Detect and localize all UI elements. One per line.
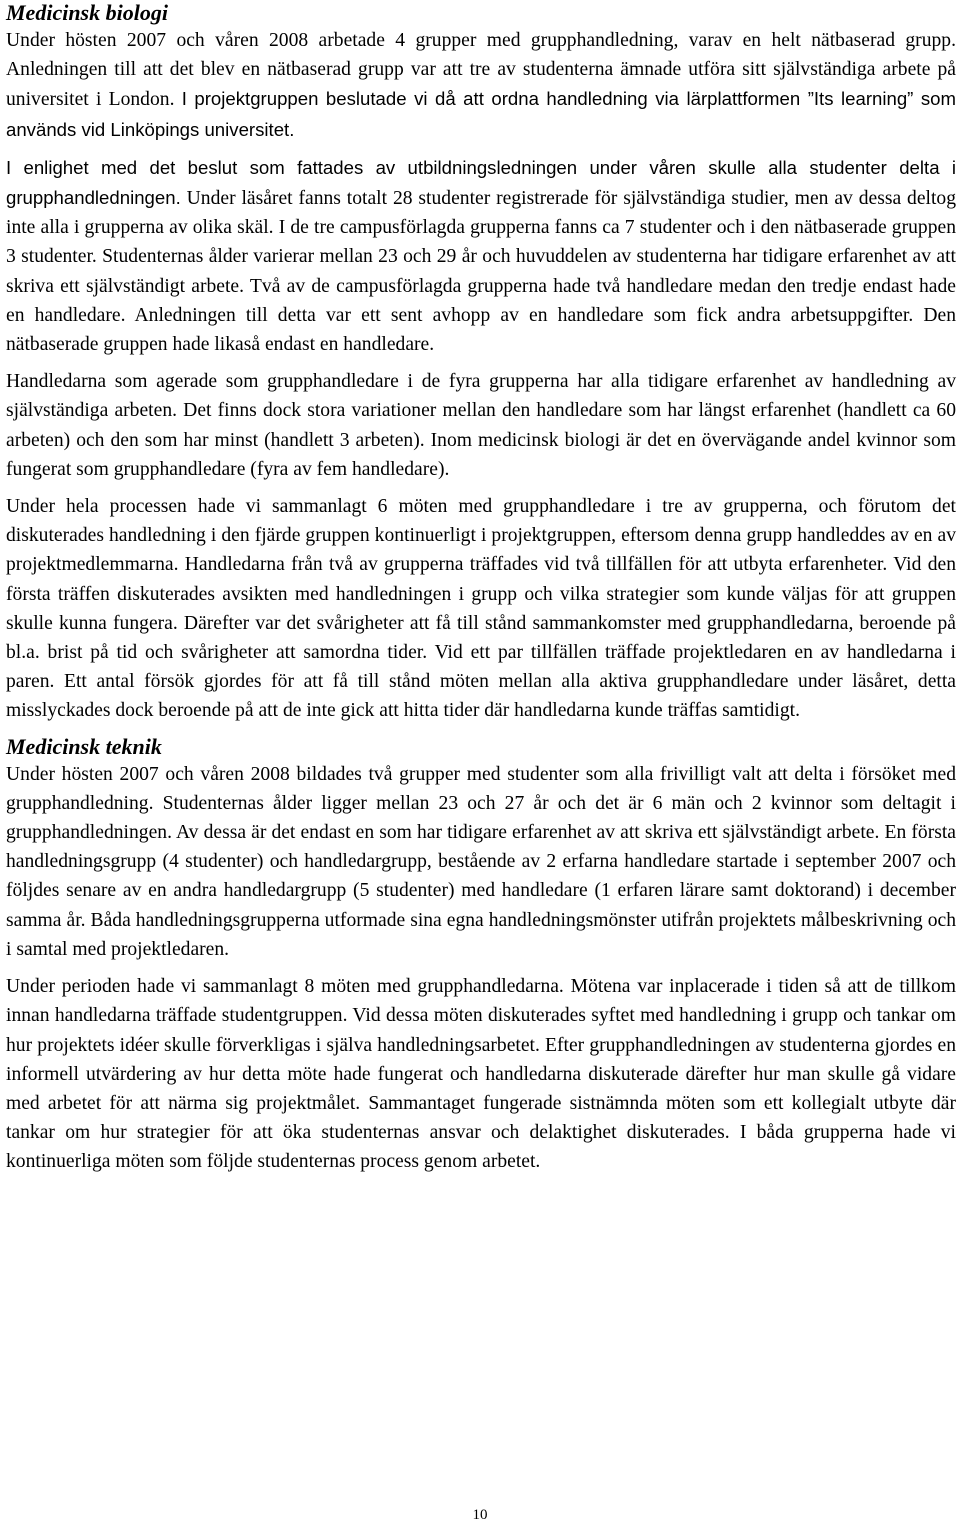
- section-heading-medicinsk-biologi: Medicinsk biologi: [6, 0, 168, 25]
- paragraph-biologi-supervisors: Handledarna som agerade som grupphandledare i de fyra grupperna har alla tidigare erfarenhet av handledning av självständiga arbeten. Det finns dock stora variationer mellan den handledare som har längst erfarenhet (handlett ca 60 arbeten) och den som har minst (handlett 3 arbeten). Inom medicinsk biologi är det en övervägande andel kvinnor som fungerat som grupphandledare (fyra av fem handledare).: [6, 371, 956, 480]
- paragraph-biologi-groups-part2: I projektgruppen beslutade vi då att ordna handledning via lärplattformen ”Its learning” som används vid Linköpings universitet.: [6, 88, 956, 140]
- document-page: [6, 0, 956, 1177]
- section-heading-medicinsk-teknik: Medicinsk teknik: [6, 733, 162, 759]
- paragraph-biologi-groups: [6, 26, 956, 145]
- paragraph-biologi-students: [6, 153, 956, 359]
- paragraph-teknik-groups: Under hösten 2007 och våren 2008 bildades två grupper med studenter som alla frivilligt valt att delta i försöket med grupphandledning. Studenternas ålder ligger mellan 23 och 27 år och det är 6 män och 2 kvinnor som deltagit i grupphandledningen. Av dessa är det endast en som har tidigare erfarenhet av att skriva ett självständigt arbete. En första handledningsgrupp (4 studenter) och handledargrupp, bestående av 2 erfarna handledare startade i september 2007 och följdes senare av en andra handledargrupp (5 studenter) med handledare (1 erfaren lärare samt doktorand) i december samma år. Båda handledningsgrupperna utformade sina egna handledningsmönster utifrån projektets målbeskrivning och i samtal med projektledaren.: [6, 763, 956, 960]
- paragraph-biologi-students-part1: I enlighet med det beslut som fattades av utbildningsledningen under våren skulle alla studenter delta i grupphandledningen.: [6, 156, 956, 209]
- paragraph-biologi-groups-part1: Under hösten 2007 och våren 2008 arbetade 4 grupper med grupphandledning, varav en helt nätbaserad grupp. Anledningen till att det blev en nätbaserad grupp var att tre av studenterna ämnade utföra sitt självständiga arbete på universitet i London.: [6, 30, 956, 111]
- paragraph-teknik-meetings: Under perioden hade vi sammanlagt 8 möten med grupphandledarna. Mötena var inplacerade i tiden så att de tillkom innan handledarna träffade studentgruppen. Vid dessa möten diskuterades syftet med handledning i grupp och tankar om hur projektets idéer skulle förverkligas i själva handledningsarbetet. Efter grupphandledningen av studenterna gjordes en informell utvärdering av hur detta möte hade fungerat och handledarna diskuterade därefter hur man skulle gå vidare med arbetet för att närma sig projektmålet. Sammantaget fungerade sistnämnda möten som ett kollegialt utbyte där tankar om hur strategier för att öka studenternas ansvar och delaktighet diskuterades. I båda grupperna hade vi kontinuerliga möten som följde studenternas process genom arbetet.: [6, 976, 956, 1173]
- page-number: 10: [472, 1507, 488, 1523]
- paragraph-biologi-meetings: Under hela processen hade vi sammanlagt 6 möten med grupphandledare i tre av grupperna, och förutom det diskuterades handledning i den fjärde gruppen kontinuerligt i projektgruppen, eftersom denna grupp handleddes av en av projektmedlemmarna. Handledarna från två av grupperna träffades vid två tillfällen för att utbyta erfarenheter. Vid den första träffen diskuterades avsikten med handledningen i grupp och vilka strategier som kunde väljas för att gruppen skulle kunna fungera. Därefter var det svårigheter att få till stånd sammankomster med grupphandledarna, beroende på bl.a. brist på tid och svårigheter att samordna tider. Vid ett par tillfällen träffade projektledaren en av handledarna i paren. Ett antal försök gjordes för att få till stånd möten mellan alla aktiva grupphandledare under läsåret, detta misslyckades dock beroende på att de inte gick att hitta tider där handledarna kunde träffas samtidigt.: [6, 496, 956, 722]
- paragraph-biologi-students-part2: Under läsåret fanns totalt 28 studenter registrerade för självständiga studier, men av dessa deltog inte alla i grupperna av olika skäl. I de tre campusförlagda grupperna fanns ca 7 studenter och i den nätbaserade gruppen 3 studenter. Studenternas ålder varierar mellan 23 och 29 år och huvuddelen av studenterna har tidigare erfarenhet av att skriva ett självständigt arbete. Två av de campusförlagda grupperna hade två handledare medan den tredje endast hade en handledare. Anledningen till detta var ett sent avhopp av en handledare som fick andra arbetsuppgifter. Den nätbaserade gruppen hade likaså endast en handledare.: [6, 188, 956, 356]
